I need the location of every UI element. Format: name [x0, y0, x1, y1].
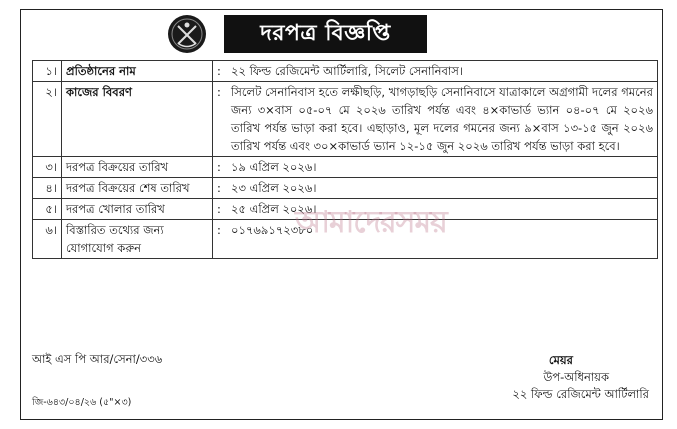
table-row — [33, 199, 658, 220]
row-number: ৫। — [33, 199, 62, 220]
row-number: ২। — [33, 82, 62, 157]
row-value: ০১৭৬৯১৭২৩৮০ — [227, 220, 658, 259]
row-value: ১৯ এপ্রিল ২০২৬। — [227, 157, 658, 178]
table-row — [33, 220, 658, 259]
row-colon: : — [213, 220, 228, 259]
signatory-rank: উপ-অধিনায়ক — [543, 370, 609, 384]
army-emblem-icon — [167, 14, 207, 54]
row-label: দরপত্র বিক্রয়ের শেষ তারিখ — [62, 178, 213, 199]
table-row — [33, 178, 658, 199]
row-label: বিস্তারিত তথ্যের জন্য যোগাযোগ করুন — [62, 220, 213, 259]
row-value: ২২ ফিল্ড রেজিমেন্ট আর্টিলারি, সিলেট সেনানিবাস। — [227, 61, 658, 82]
row-label: কাজের বিবরণ — [62, 82, 213, 157]
row-value: ২৩ এপ্রিল ২০২৬। — [227, 178, 658, 199]
table-row — [33, 61, 658, 82]
row-colon: : — [213, 178, 228, 199]
row-number: ৪। — [33, 178, 62, 199]
row-label: দরপত্র বিক্রয়ের তারিখ — [62, 157, 213, 178]
notice-title: দরপত্র বিজ্ঞপ্তি — [224, 15, 427, 53]
watermark: আমাদেরসময় — [295, 205, 447, 240]
row-number: ৬। — [33, 220, 62, 259]
row-value: ২৫ এপ্রিল ২০২৬। — [227, 199, 658, 220]
row-label: প্রতিষ্ঠানের নাম — [62, 61, 213, 82]
ad-code: জি-৬৪৩/০৪/২৬ (৫"×৩) — [32, 397, 132, 408]
row-colon: : — [213, 82, 228, 157]
reference-number: আই এস পি আর/সেনা/৩৩৬ — [32, 352, 163, 366]
row-colon: : — [213, 199, 228, 220]
tender-details-table — [32, 60, 658, 259]
table-row — [33, 157, 658, 178]
row-label: দরপত্র খোলার তারিখ — [62, 199, 213, 220]
row-number: ১। — [33, 61, 62, 82]
row-colon: : — [213, 157, 228, 178]
row-colon: : — [213, 61, 228, 82]
row-value: সিলেট সেনানিবাস হতে লক্ষীছড়ি, খাগড়াছড়ি সেনানিবাসে যাত্রাকালে অগ্রগামী দলের গমনের জন্য ৩×বাস ০৫-০৭ মে ২০২৬ তারিখ পর্যন্ত এবং ৪×কাভার্ড ভ্যান ০৪-০৭ মে ২০২৬ তারিখ পর্যন্ত ভাড়া করা হবে। এছাড়াও, মূল দলের গমনের জন্য ৯×বাস ১৩-১৫ জুন ২০২৬ তারিখ পর্যন্ত এবং ৩০×কাভার্ড ভ্যান ১২-১৫ জুন ২০২৬ তারিখ পর্যন্ত ভাড়া করা হবে। — [227, 82, 658, 157]
table-row — [33, 82, 658, 157]
signatory-name: মেয়র — [548, 353, 573, 367]
row-number: ৩। — [33, 157, 62, 178]
signatory-unit: ২২ ফিল্ড রেজিমেন্ট আর্টিলারি — [512, 387, 649, 401]
signature-block — [512, 352, 649, 403]
